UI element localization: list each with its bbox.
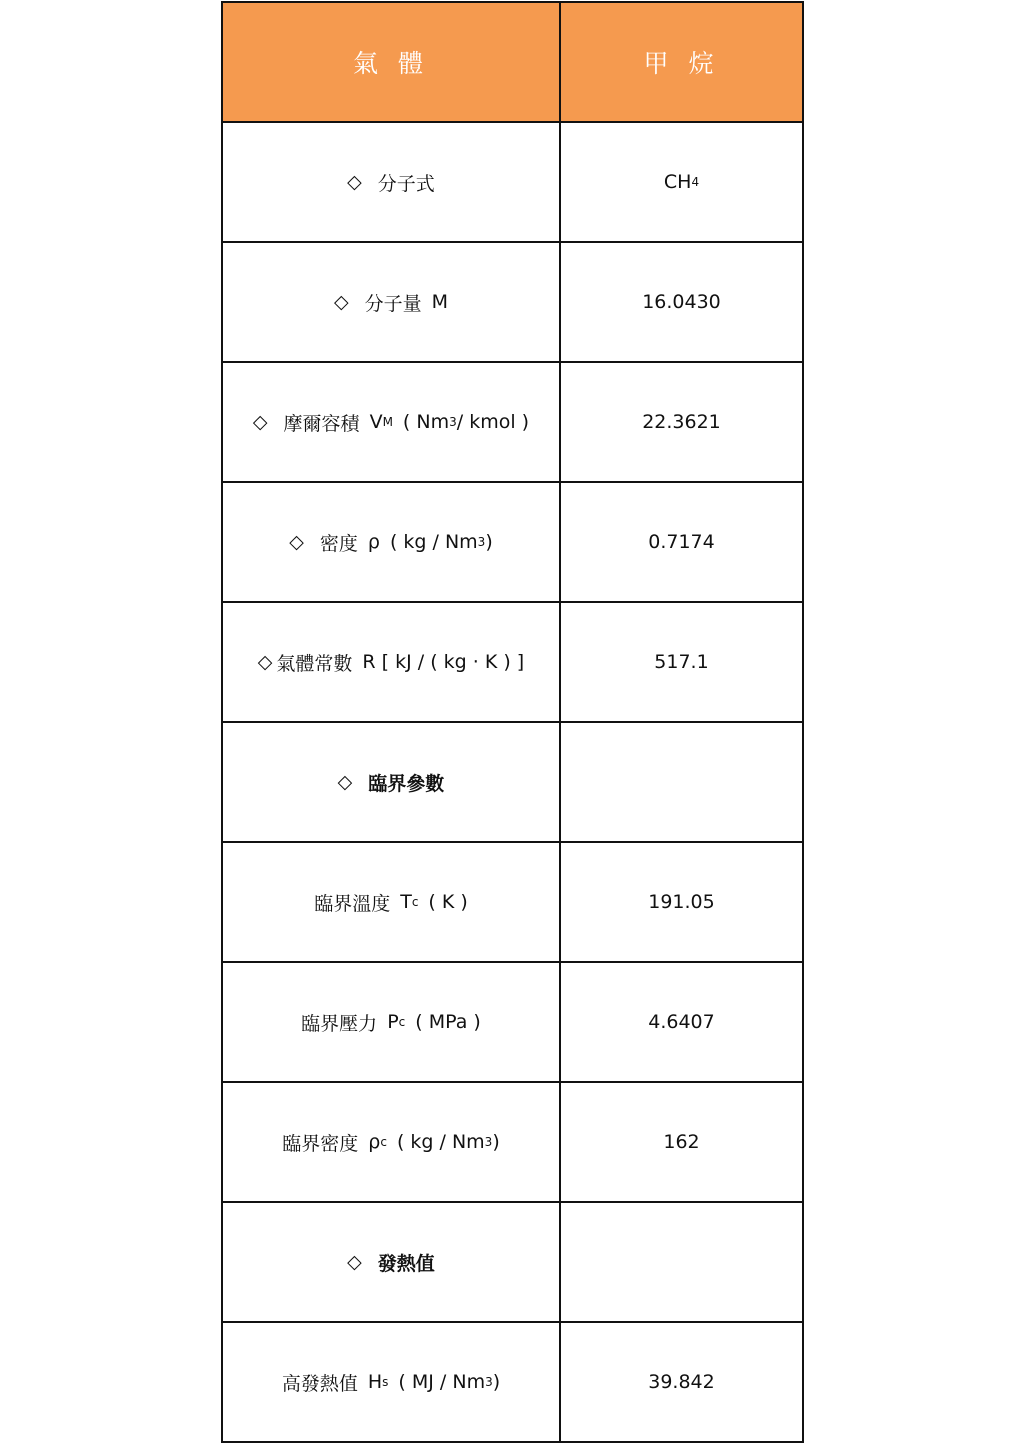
header-gas: 氣 體 — [223, 3, 561, 121]
label-text: 摩爾容積 — [283, 412, 360, 435]
value-cell: 4.6407 — [561, 963, 804, 1081]
label-symbol-subscript: c — [411, 895, 419, 909]
value-cell: 22.3621 — [561, 363, 804, 481]
label-cell — [223, 1083, 561, 1201]
label-unit: R [ kJ / ( kg · K ) ] — [362, 651, 525, 673]
value-cell: 39.842 — [561, 1323, 804, 1441]
formula-main: CH — [663, 171, 692, 193]
value-cell: 0.7174 — [561, 483, 804, 601]
value-cell: 517.1 — [561, 603, 804, 721]
label-cell — [223, 603, 561, 721]
label-text: 密度 — [319, 532, 358, 555]
label-symbol-subscript: M — [382, 415, 393, 429]
label-symbol-subscript: c — [398, 1015, 406, 1029]
value-cell — [561, 123, 804, 241]
label-symbol: ρ — [367, 531, 380, 553]
table-row-heating-value — [223, 1203, 804, 1323]
label-text: 臨界壓力 — [301, 1012, 378, 1035]
label-text: 臨界密度 — [282, 1132, 359, 1155]
label-text: 高發熱值 — [281, 1372, 358, 1395]
table-header-row — [223, 3, 804, 123]
label-cell — [223, 843, 561, 961]
diamond-icon: ◇ — [347, 1251, 362, 1273]
label-cell — [223, 363, 561, 481]
label-text: 臨界溫度 — [314, 892, 391, 915]
diamond-icon: ◇ — [333, 291, 349, 313]
label-unit: ( kg / Nm — [396, 1131, 485, 1153]
table-row-molar-volume — [223, 363, 804, 483]
label-unit-tail: ) — [485, 531, 493, 553]
label-symbol: V — [369, 411, 383, 433]
label-symbol: H — [367, 1371, 383, 1393]
formula-subscript: 4 — [691, 175, 700, 189]
label-unit-tail: / kmol ) — [456, 411, 530, 433]
label-cell — [223, 123, 561, 241]
value-cell — [561, 723, 804, 841]
label-symbol: P — [387, 1011, 399, 1033]
label-unit-superscript: 3 — [484, 1135, 493, 1149]
diamond-icon: ◇ — [252, 411, 268, 433]
label-symbol: M — [431, 291, 449, 313]
label-symbol: ρ — [368, 1131, 381, 1153]
label-cell — [223, 483, 561, 601]
section-heading: 發熱值 — [377, 1252, 435, 1275]
label-text: 氣體常數 — [276, 652, 353, 675]
label-unit: ( kg / Nm — [389, 531, 478, 553]
label-cell — [223, 963, 561, 1081]
table-row-critical-pressure — [223, 963, 804, 1083]
label-symbol-subscript: c — [380, 1135, 387, 1149]
table-row-gas-constant — [223, 603, 804, 723]
label-symbol: T — [400, 891, 412, 913]
label-unit-superscript: 3 — [485, 1375, 493, 1389]
label-unit: ( Nm — [402, 411, 450, 433]
value-cell: 191.05 — [561, 843, 804, 961]
table-row-higher-heating-value — [223, 1323, 804, 1443]
label-unit-tail: ) — [492, 1131, 500, 1153]
table-row-critical-temperature — [223, 843, 804, 963]
label-unit: ( MPa ) — [415, 1011, 481, 1033]
label-cell — [223, 723, 561, 841]
label-text: 分子量 — [364, 292, 422, 315]
diamond-icon: ◇ — [289, 531, 304, 553]
label-cell — [223, 243, 561, 361]
value-cell: 162 — [561, 1083, 804, 1201]
label-unit: ( K ) — [428, 891, 468, 913]
diamond-icon: ◇ — [337, 771, 353, 793]
label-unit-superscript: 3 — [449, 415, 457, 429]
label-unit: ( MJ / Nm — [398, 1371, 486, 1393]
table-row-critical-params — [223, 723, 804, 843]
diamond-icon: ◇ — [257, 651, 273, 673]
value-cell — [561, 1203, 804, 1321]
label-text: 分子式 — [377, 172, 435, 195]
header-methane: 甲 烷 — [561, 3, 804, 121]
label-cell — [223, 1203, 561, 1321]
value-cell: 16.0430 — [561, 243, 804, 361]
gas-properties-table — [221, 1, 804, 1443]
label-unit-superscript: 3 — [477, 535, 486, 549]
diamond-icon: ◇ — [347, 171, 362, 193]
table-row-density — [223, 483, 804, 603]
label-symbol-subscript: s — [382, 1375, 389, 1389]
section-heading: 臨界參數 — [368, 772, 445, 795]
label-cell — [223, 1323, 561, 1441]
table-row-critical-density — [223, 1083, 804, 1203]
table-row-molecular-weight — [223, 243, 804, 363]
table-row-molecular-formula — [223, 123, 804, 243]
label-unit-tail: ) — [492, 1371, 501, 1393]
